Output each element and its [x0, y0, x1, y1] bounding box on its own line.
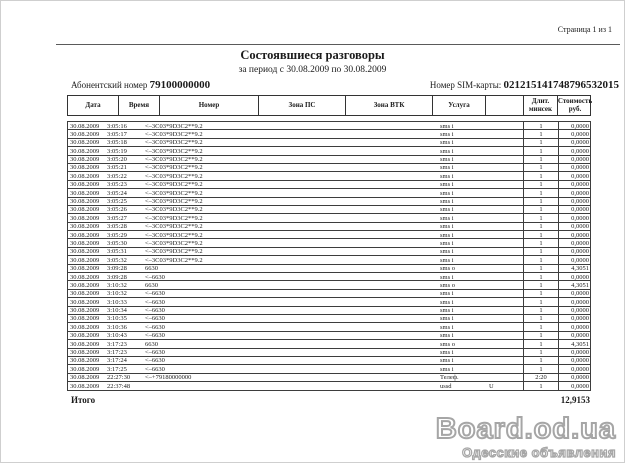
- cell-date: 30.08.2009: [70, 265, 100, 273]
- table-row: [67, 155, 591, 164]
- cell-date: 30.08.2009: [70, 130, 100, 138]
- cell-service: sms i: [440, 357, 454, 365]
- cell-dur: 1: [523, 256, 558, 263]
- cell-service: sms i: [440, 206, 454, 214]
- cell-cost: 0,0000: [558, 122, 592, 129]
- cell-service: sms i: [440, 273, 454, 281]
- cell-time: 3:05:22: [107, 172, 127, 180]
- cell-number: <–3C03*9D3C2**9.2: [145, 248, 203, 256]
- cell-time: 3:10:32: [107, 290, 127, 298]
- total-label: Итого: [71, 395, 96, 405]
- cell-service: sms i: [440, 315, 454, 323]
- cell-dur: 1: [523, 340, 558, 347]
- table-row: [67, 348, 591, 357]
- cell-cost: 0,0000: [558, 239, 592, 246]
- header-rule: [56, 44, 620, 45]
- cell-dur: 1: [523, 139, 558, 146]
- cell-flag: [485, 223, 523, 230]
- table-row: [67, 129, 591, 138]
- cell-cost: 0,0000: [558, 307, 592, 314]
- cell-date: 30.08.2009: [70, 164, 100, 172]
- cell-cost: 0,0000: [558, 256, 592, 263]
- cell-service: sms i: [440, 239, 454, 247]
- cell-service: sms i: [440, 223, 454, 231]
- table-row: [67, 373, 591, 382]
- table-row: [67, 121, 591, 130]
- table-header-row: [67, 95, 591, 116]
- cell-date: 30.08.2009: [70, 156, 100, 163]
- cell-cost: 0,0000: [558, 315, 592, 322]
- table-row: [67, 339, 591, 348]
- watermark-brand-text: Board.od.ua: [435, 413, 616, 445]
- header-cell-0: Дата: [68, 96, 119, 115]
- cell-cost: 0,0000: [558, 332, 592, 339]
- cell-flag: [485, 365, 523, 372]
- cell-time: 3:09:28: [107, 273, 127, 281]
- cell-date: 30.08.2009: [70, 349, 100, 356]
- cell-time: 3:05:27: [107, 214, 127, 222]
- table-row: [67, 306, 591, 315]
- cell-number: <–3C03*9D3C2**9.2: [145, 181, 203, 189]
- cell-service: Телеф.: [440, 374, 459, 382]
- cell-flag: [485, 198, 523, 205]
- cell-cost: 0,0000: [558, 214, 592, 221]
- cell-dur: 1: [523, 281, 558, 288]
- cell-time: 3:10:36: [107, 323, 127, 331]
- table-row: [67, 264, 591, 273]
- cell-number: <–3C03*9D3C2**9.2: [145, 130, 203, 138]
- table-row: [67, 205, 591, 214]
- cell-date: 30.08.2009: [70, 365, 100, 373]
- abonent-number-line: [71, 79, 210, 91]
- cell-service: ussd: [440, 382, 452, 390]
- cell-number: <–3C03*9D3C2**9.2: [145, 172, 203, 180]
- table-row: [67, 331, 591, 340]
- cell-dur: 1: [523, 130, 558, 137]
- cell-date: 30.08.2009: [70, 139, 100, 147]
- cell-time: 22:37:48: [107, 382, 131, 390]
- abonent-number-label: Абонентский номер: [71, 80, 148, 90]
- cell-number: <–6630: [145, 349, 165, 356]
- table-row: [67, 163, 591, 172]
- header-cell-7: Длит. минсек: [524, 96, 558, 115]
- table-row: [67, 222, 591, 231]
- site-watermark: [436, 415, 616, 459]
- cell-flag: [485, 130, 523, 137]
- table-row: [67, 230, 591, 239]
- cell-flag: [485, 374, 523, 381]
- cell-time: 3:05:16: [107, 122, 127, 130]
- cell-cost: 0,0000: [558, 323, 592, 330]
- header-cell-5: Услуга: [433, 96, 486, 115]
- watermark-tagline-text: Одесские объявления: [462, 445, 616, 460]
- totals-row: [71, 395, 591, 407]
- sim-number-value: 021215141748796532015: [503, 79, 619, 91]
- cell-date: 30.08.2009: [70, 189, 100, 197]
- table-row: [67, 297, 591, 306]
- cell-dur: 1: [523, 298, 558, 305]
- table-row: [67, 146, 591, 155]
- cell-number: 6630: [145, 265, 158, 273]
- cell-date: 30.08.2009: [70, 298, 100, 306]
- table-row: [67, 213, 591, 222]
- cell-service: sms i: [440, 156, 454, 163]
- table-body: [67, 121, 591, 391]
- cell-flag: [485, 315, 523, 322]
- cell-service: sms i: [440, 139, 454, 147]
- cell-dur: 1: [523, 164, 558, 171]
- document-period-subtitle: за период с 30.08.2009 по 30.08.2009: [238, 65, 387, 75]
- document-title: Состоявшиеся разговоры: [240, 48, 385, 62]
- cell-cost: 0,0000: [558, 130, 592, 137]
- cell-flag: [485, 323, 523, 330]
- cell-flag: [485, 214, 523, 221]
- cell-date: 30.08.2009: [70, 290, 100, 298]
- header-cell-3: Зона ПС: [259, 96, 346, 115]
- cell-cost: 0,0000: [558, 382, 592, 389]
- cell-flag: U: [489, 382, 494, 390]
- cell-number: <–3C03*9D3C2**9.2: [145, 214, 203, 222]
- cell-number: <–6630: [145, 357, 165, 365]
- cell-time: 3:05:31: [107, 248, 127, 256]
- cell-flag: [485, 340, 523, 347]
- cell-service: sms o: [440, 265, 455, 273]
- sim-number-line: [430, 79, 619, 91]
- cell-flag: [485, 357, 523, 364]
- table-row: [67, 272, 591, 281]
- cell-number: <–3C03*9D3C2**9.2: [145, 223, 203, 231]
- cell-number: <–3C03*9D3C2**9.2: [145, 139, 203, 147]
- cell-time: 3:10:34: [107, 307, 127, 314]
- account-info-row: [71, 79, 619, 93]
- cell-time: 3:17:25: [107, 365, 127, 373]
- cell-time: 3:05:25: [107, 198, 127, 205]
- cell-time: 3:05:29: [107, 231, 127, 239]
- cell-number: <–3C03*9D3C2**9.2: [145, 256, 203, 264]
- table-row: [67, 314, 591, 323]
- cell-date: 30.08.2009: [70, 357, 100, 365]
- cell-flag: [485, 164, 523, 171]
- cell-service: sms i: [440, 231, 454, 239]
- cell-cost: 0,0000: [558, 198, 592, 205]
- table-row: [67, 280, 591, 289]
- cell-date: 30.08.2009: [70, 248, 100, 256]
- cell-time: 3:10:43: [107, 332, 127, 340]
- cell-service: sms i: [440, 214, 454, 222]
- cell-dur: 1: [523, 239, 558, 246]
- cell-dur: 1: [523, 156, 558, 163]
- cell-dur: 1: [523, 181, 558, 188]
- cell-time: 3:05:24: [107, 189, 127, 197]
- cell-date: 30.08.2009: [70, 181, 100, 189]
- cell-time: 3:05:21: [107, 164, 127, 172]
- cell-cost: 0,0000: [558, 290, 592, 297]
- header-cell-1: Время: [119, 96, 160, 115]
- cell-flag: [485, 265, 523, 272]
- cell-cost: 0,0000: [558, 147, 592, 154]
- cell-date: 30.08.2009: [70, 256, 100, 264]
- cell-cost: 0,0000: [558, 298, 592, 305]
- cell-flag: [485, 122, 523, 129]
- cell-cost: 0,0000: [558, 189, 592, 196]
- cell-date: 30.08.2009: [70, 374, 100, 382]
- cell-time: 3:05:32: [107, 256, 127, 264]
- cell-number: <–6630: [145, 315, 165, 323]
- cell-service: sms i: [440, 365, 454, 373]
- cell-cost: 0,0000: [558, 365, 592, 372]
- cell-service: sms i: [440, 248, 454, 256]
- cell-cost: 0,0000: [558, 181, 592, 188]
- cell-cost: 0,0000: [558, 273, 592, 280]
- cell-number: <–3C03*9D3C2**9.2: [145, 198, 203, 205]
- cell-cost: 0,0000: [558, 374, 592, 381]
- cell-dur: 1: [523, 231, 558, 238]
- cell-number: <–6630: [145, 332, 165, 340]
- cell-service: sms i: [440, 122, 454, 130]
- table-row: [67, 238, 591, 247]
- cell-number: <–3C03*9D3C2**9.2: [145, 231, 203, 239]
- header-cell-6: [486, 96, 524, 115]
- cell-cost: 0,0000: [558, 248, 592, 255]
- cell-time: 22:27:30: [107, 374, 131, 382]
- cell-date: 30.08.2009: [70, 315, 100, 323]
- cell-number: <–3C03*9D3C2**9.2: [145, 122, 203, 130]
- table-row: [67, 247, 591, 256]
- cell-flag: [485, 332, 523, 339]
- cell-number: <–3C03*9D3C2**9.2: [145, 156, 203, 163]
- cell-cost: 4,3051: [558, 340, 592, 347]
- cell-cost: 0,0000: [558, 172, 592, 179]
- header-cell-8: Стоимость руб.: [558, 97, 592, 113]
- cell-dur: 1: [523, 172, 558, 179]
- cell-number: <–6630: [145, 290, 165, 298]
- cell-date: 30.08.2009: [70, 223, 100, 231]
- cell-dur: 1: [523, 332, 558, 339]
- cell-dur: 2:20: [523, 374, 558, 381]
- cell-date: 30.08.2009: [70, 172, 100, 180]
- header-cell-2: Номер: [160, 96, 259, 115]
- cell-time: 3:17:23: [107, 340, 127, 348]
- cell-date: 30.08.2009: [70, 206, 100, 214]
- cell-service: sms i: [440, 332, 454, 340]
- cell-flag: [485, 206, 523, 213]
- cell-flag: [485, 248, 523, 255]
- cell-date: 30.08.2009: [70, 340, 100, 348]
- cell-time: 3:05:26: [107, 206, 127, 214]
- cell-number: <–6630: [145, 307, 165, 314]
- cell-dur: 1: [523, 382, 558, 389]
- cell-cost: 0,0000: [558, 231, 592, 238]
- table-row: [67, 322, 591, 331]
- cell-service: sms i: [440, 164, 454, 172]
- cell-number: 6630: [145, 340, 158, 348]
- cell-time: 3:10:35: [107, 315, 127, 323]
- cell-dur: 1: [523, 290, 558, 297]
- cell-cost: 4,3051: [558, 281, 592, 288]
- cell-time: 3:05:19: [107, 147, 127, 155]
- cell-service: sms i: [440, 256, 454, 264]
- table-row: [67, 180, 591, 189]
- cell-dur: 1: [523, 357, 558, 364]
- cell-dur: 1: [523, 122, 558, 129]
- cell-time: 3:17:24: [107, 357, 127, 365]
- cell-flag: [485, 349, 523, 356]
- cell-time: 3:09:28: [107, 265, 127, 273]
- cell-service: sms i: [440, 189, 454, 197]
- cell-flag: [485, 281, 523, 288]
- cell-date: 30.08.2009: [70, 231, 100, 239]
- cell-dur: 1: [523, 147, 558, 154]
- cell-date: 30.08.2009: [70, 198, 100, 205]
- cell-time: 3:05:23: [107, 181, 127, 189]
- abonent-number-value: 79100000000: [149, 79, 211, 91]
- cell-service: sms i: [440, 349, 454, 356]
- cell-flag: [485, 147, 523, 154]
- cell-service: sms i: [440, 181, 454, 189]
- cell-number: <–6630: [145, 273, 165, 281]
- cell-date: 30.08.2009: [70, 122, 100, 130]
- cell-date: 30.08.2009: [70, 214, 100, 222]
- cell-dur: 1: [523, 206, 558, 213]
- cell-service: sms i: [440, 198, 454, 205]
- cell-time: 3:05:18: [107, 139, 127, 147]
- cell-date: 30.08.2009: [70, 281, 100, 289]
- cell-number: <–3C03*9D3C2**9.2: [145, 164, 203, 172]
- cell-service: sms i: [440, 172, 454, 180]
- cell-flag: [485, 172, 523, 179]
- table-row: [67, 188, 591, 197]
- cell-dur: 1: [523, 189, 558, 196]
- cell-number: <–3C03*9D3C2**9.2: [145, 189, 203, 197]
- cell-date: 30.08.2009: [70, 307, 100, 314]
- cell-cost: 0,0000: [558, 223, 592, 230]
- sim-number-label: Номер SIM-карты:: [429, 80, 502, 90]
- cell-flag: [485, 139, 523, 146]
- table-row: [67, 289, 591, 298]
- table-row: [67, 356, 591, 365]
- cell-flag: [485, 307, 523, 314]
- cell-number: <–3C03*9D3C2**9.2: [145, 239, 203, 247]
- table-row: [67, 171, 591, 180]
- table-row: [67, 197, 591, 206]
- table-row: [67, 381, 591, 390]
- cell-service: sms o: [440, 340, 455, 348]
- cell-number: <–3C03*9D3C2**9.2: [145, 147, 203, 155]
- cell-cost: 0,0000: [558, 349, 592, 356]
- cell-service: sms i: [440, 323, 454, 331]
- cell-time: 3:05:17: [107, 130, 127, 138]
- cell-date: 30.08.2009: [70, 323, 100, 331]
- cell-time: 3:05:30: [107, 239, 127, 247]
- cell-date: 30.08.2009: [70, 332, 100, 340]
- cell-number: <–3C03*9D3C2**9.2: [145, 206, 203, 214]
- cell-flag: [485, 298, 523, 305]
- cell-date: 30.08.2009: [70, 273, 100, 281]
- cell-time: 3:17:23: [107, 349, 127, 356]
- cell-flag: [485, 181, 523, 188]
- cell-flag: [485, 189, 523, 196]
- cell-dur: 1: [523, 273, 558, 280]
- cell-time: 3:05:20: [107, 156, 127, 163]
- cell-flag: [485, 290, 523, 297]
- table-row: [67, 255, 591, 264]
- cell-date: 30.08.2009: [70, 382, 100, 390]
- cell-service: sms i: [440, 130, 454, 138]
- cell-flag: [485, 273, 523, 280]
- cell-number: 6630: [145, 281, 158, 289]
- cell-dur: 1: [523, 223, 558, 230]
- cell-time: 3:10:33: [107, 298, 127, 306]
- cell-dur: 1: [523, 365, 558, 372]
- table-row: [67, 364, 591, 373]
- cell-dur: 1: [523, 198, 558, 205]
- cell-cost: 0,0000: [558, 156, 592, 163]
- cell-cost: 0,0000: [558, 206, 592, 213]
- cell-dur: 1: [523, 214, 558, 221]
- cell-flag: [485, 239, 523, 246]
- cell-service: sms o: [440, 281, 455, 289]
- cell-number: <–6630: [145, 365, 165, 373]
- cell-cost: 0,0000: [558, 139, 592, 146]
- total-value: 12,9153: [560, 395, 590, 405]
- header-cell-4: Зона ВТК: [346, 96, 433, 115]
- cell-service: sms i: [440, 307, 454, 314]
- cell-number: <–+79180000000: [145, 374, 192, 382]
- cell-dur: 1: [523, 265, 558, 272]
- cell-dur: 1: [523, 315, 558, 322]
- cell-service: sms i: [440, 147, 454, 155]
- cell-dur: 1: [523, 307, 558, 314]
- cell-number: <–6630: [145, 298, 165, 306]
- cell-number: <–6630: [145, 323, 165, 331]
- cell-number: [144, 382, 432, 389]
- cell-flag: [485, 256, 523, 263]
- cell-flag: [485, 156, 523, 163]
- cell-dur: 1: [523, 323, 558, 330]
- cell-cost: 0,0000: [558, 357, 592, 364]
- cell-date: 30.08.2009: [70, 147, 100, 155]
- cell-cost: 0,0000: [558, 164, 592, 171]
- page-number-label: Страница 1 из 1: [557, 25, 612, 34]
- cell-time: 3:10:32: [107, 281, 127, 289]
- table-row: [67, 138, 591, 147]
- cell-date: 30.08.2009: [70, 239, 100, 247]
- cell-dur: 1: [523, 349, 558, 356]
- cell-cost: 4,3051: [558, 265, 592, 272]
- cell-service: sms i: [440, 290, 454, 298]
- cell-service: sms i: [440, 298, 454, 306]
- cell-time: 3:05:28: [107, 223, 127, 231]
- cell-dur: 1: [523, 248, 558, 255]
- cell-flag: [485, 231, 523, 238]
